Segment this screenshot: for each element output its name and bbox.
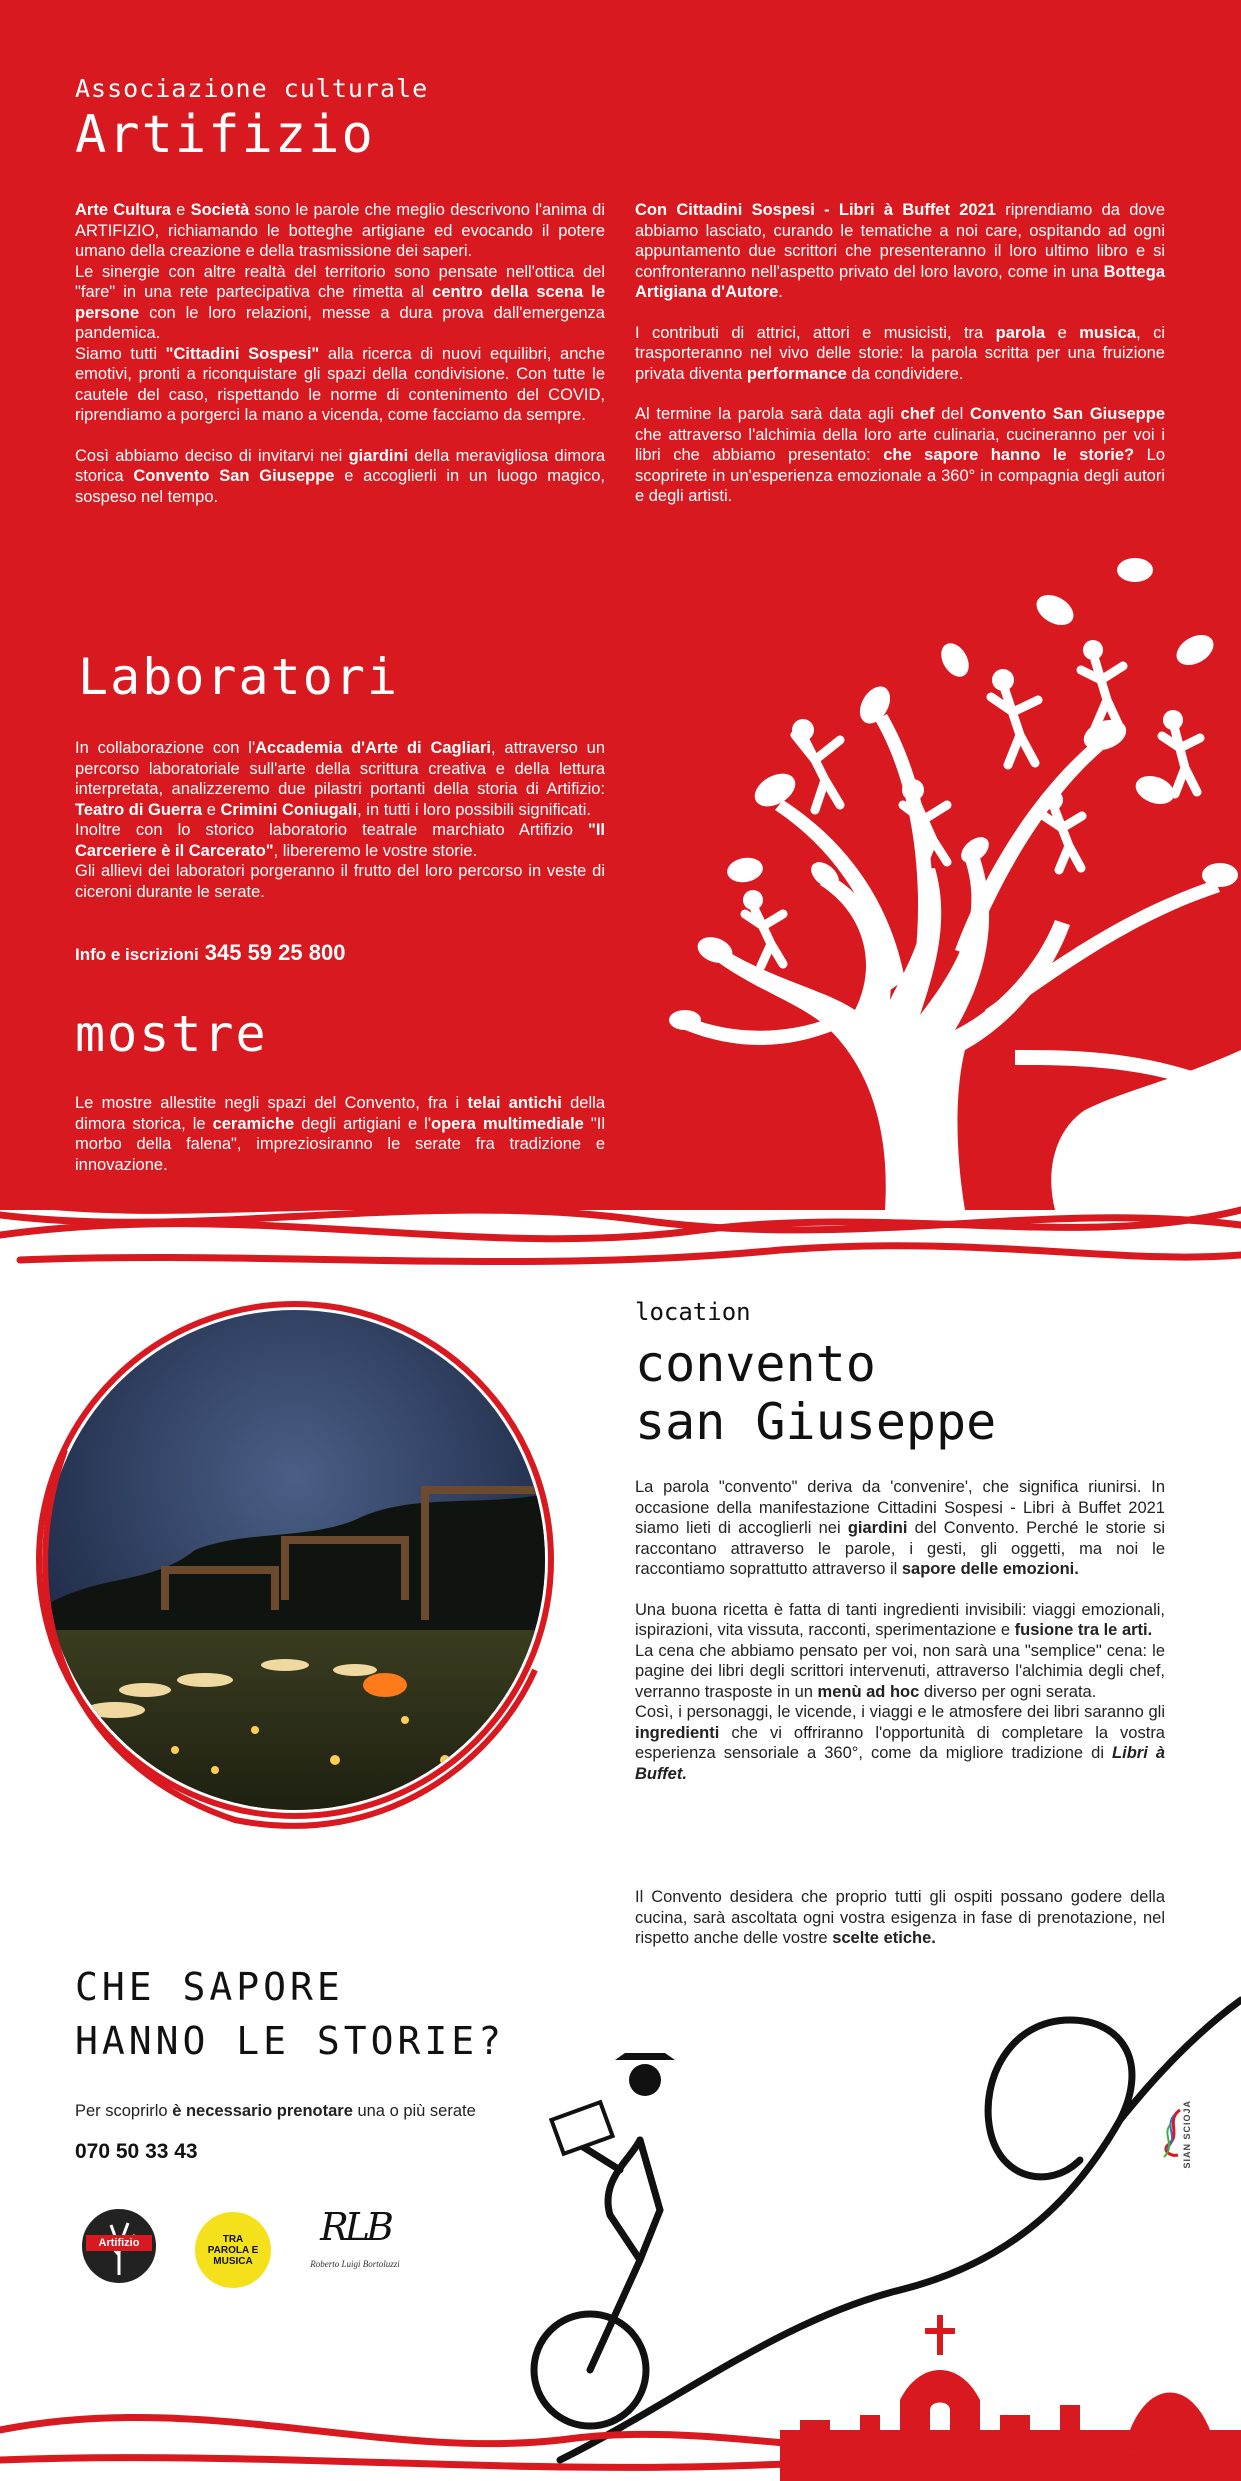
location-title-line2: san Giuseppe [635, 1393, 997, 1451]
laboratori-text: In collaborazione con l'Accademia d'Arte di Cagliari, attraverso un percorso laboratoriale sull'arte della scrittura creativa e della lettura interpretata, analizzeremo due pilastri portanti della storia di Artifizio: Teatro di Guerra e Crimini Coniugali, in tutti i loro possibili significati. Inoltre con lo storico laboratorio teatrale marchiato Artifizio "Il Carceriere è il Carcerato", libereremo le vostre storie. Gli allievi dei laboratori porgeranno il frutto del loro percorso in veste di ciceroni durante le serate. [75, 739, 605, 901]
intro-right-p1: Con Cittadini Sospesi - Libri à Buffet 2021 riprendiamo da dove abbiamo lasciato, curando le tematiche a noi care, ospitando ad ogni appuntamento due scrittori che presenteranno il loro ultimo libro e si confronteranno nell'aspetto privato del loro lavoro, come in una Bottega Artigiana d'Autore. [635, 201, 1165, 301]
info-line [75, 940, 345, 966]
location-title [635, 1335, 996, 1451]
mostre-title: mostre [75, 1005, 268, 1063]
intro-right-p3: Al termine la parola sarà data agli chef del Convento San Giuseppe che attraverso l'alchimia della loro arte culinaria, cucineranno per voi i libri che abbiamo presentato: che sapore hanno le storie? Lo scoprirete in un'esperienza emozionale a 360° in compagnia degli autori e degli artisti. [635, 405, 1166, 505]
tra-parola-logo-text: TRA PAROLA E MUSICA [207, 2233, 259, 2267]
sian-logo-text: SIAN SCIOJA [1182, 2100, 1192, 2169]
tree-people-illustration [655, 490, 1241, 1210]
cta-heading [75, 1960, 505, 2068]
rlb-name: Roberto Luigi Bortoluzzi [310, 2259, 400, 2269]
intro-left-text [75, 200, 605, 527]
artifizio-logo-text: Artifizio [98, 2237, 140, 2249]
cta-subtext: Per scoprirlo è necessario prenotare una o più serate [75, 2102, 476, 2120]
wavy-red-lines [0, 1180, 1241, 1300]
location-text-ethics: Il Convento desidera che proprio tutti gli ospiti possano godere della cucina, sarà ascoltata ogni vostra esigenza in fase di prenotazione, nel rispetto anche delle vostre scelte etiche. [635, 1888, 1165, 1947]
intro-left-p1: Arte Cultura e Società sono le parole che meglio descrivono l'anima di ARTIFIZIO, richiamando le botteghe artigiane ed evocando il potere umano della creazione e della trasmissione dei saperi. [75, 201, 605, 260]
cta-line2: HANNO LE STORIE? [75, 2019, 506, 2063]
info-phone[interactable]: 345 59 25 800 [204, 940, 346, 965]
location-label: location [635, 1298, 751, 1326]
tra-parola-musica-logo [195, 2212, 271, 2288]
mostre-text: Le mostre allestite negli spazi del Convento, fra i telai antichi della dimora storica, le ceramiche degli artigiani e l'opera multimediale "Il morbo della falena", impreziosiranno le serate fra tradizione e innovazione. [75, 1094, 605, 1174]
cta-line1: CHE SAPORE [75, 1965, 344, 2009]
intro-left-p2: Le sinergie con altre realtà del territorio sono pensate nell'ottica del "fare" in una rete partecipativa che rimetta al centro della scena le persone con le loro relazioni, messe a dura prova dall'emergenza pandemica. [75, 262, 605, 342]
intro-left-p3: Siamo tutti "Cittadini Sospesi" alla ricerca di nuovi equilibri, anche emotivi, pronti a riconquistare gli spazi della condivisione. Con tutte le cautele del caso, rispettando le norme di contenimento del COVID, riprendiamo a porgerci la mano a vicenda, come facciamo da sempre. [75, 344, 605, 424]
cta-phone[interactable]: 070 50 33 43 [75, 2140, 198, 2163]
laboratori-title: Laboratori [78, 648, 400, 706]
association-label: Associazione culturale [75, 74, 429, 103]
rlb-logo [310, 2205, 400, 2295]
artifizio-logo [78, 2205, 160, 2287]
location-text: La parola "convento" deriva da 'convenire', che significa riunirsi. In occasione della manifestazione Cittadini Sospesi - Libri à Buffet 2021 siamo lieti di accoglierli nei giardini del Convento. Perché le storie si raccontano attraverso le parole, i gesti, gli oggetti, ma noi le raccontiamo soprattutto attraverso il sapore delle emozioni. Una buona ricetta è fatta di tanti ingredienti invisibili: viaggi emozionali, ispirazioni, vita vissuta, racconti, sperimentazione e fusione tra le arti. La cena che abbiamo pensato per voi, non sarà una "semplice" cena: le pagine dei libri degli scrittori intervenuti, attraverso l'alchimia degli chef, verranno trasposte in un menù ad hoc diverso per ogni serata. Così, i personaggi, le vicende, i viaggi e le atmosfere dei libri saranno gli ingredienti che vi offriranno l'opportunità di completare la vostra esperienza sensoriale a 360°, come da migliore tradizione di Libri à Buffet. [635, 1478, 1165, 1783]
intro-left-p4: Così abbiamo deciso di invitarvi nei giardini della meravigliosa dimora storica Convento San Giuseppe e accoglierli in un luogo magico, sospeso nel tempo. [75, 446, 605, 506]
intro-right-text [635, 200, 1165, 527]
intro-right-p2: I contributi di attrici, attori e musicisti, tra parola e musica, ci trasporteranno nel vivo delle storie: la parola scritta per una fruizione privata diventa performance da condividere. [635, 323, 1165, 383]
sian-logo [1160, 2100, 1210, 2180]
location-title-line1: convento [635, 1335, 876, 1393]
info-label: Info e iscrizioni [75, 945, 199, 964]
convento-photo [25, 1290, 565, 1830]
rlb-mark: RLB [320, 2205, 390, 2249]
association-name: Artifizio [75, 105, 375, 165]
